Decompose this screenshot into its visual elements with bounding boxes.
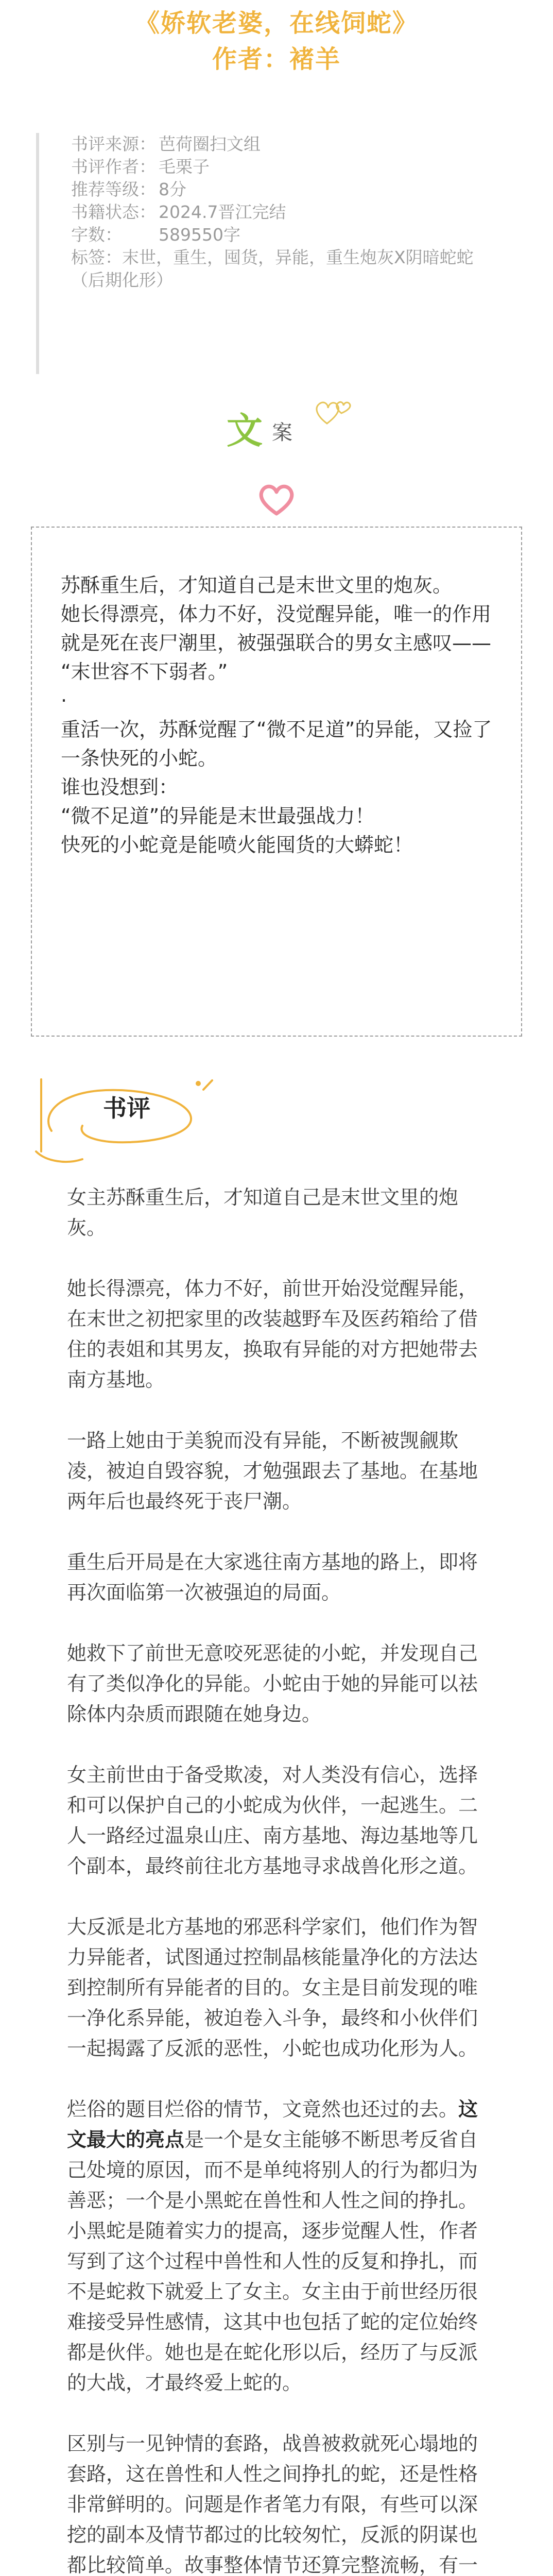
review-paragraph xyxy=(67,2094,486,2398)
synopsis-box xyxy=(31,527,522,1037)
synopsis-line: 重活一次，苏酥觉醒了“微不足道”的异能，又捡了一条快死的小蛇。 xyxy=(61,718,492,770)
synopsis-line: “微不足道”的异能是末世最强战力！ xyxy=(61,805,375,827)
info-label: 标签： xyxy=(71,247,122,267)
review-text: 烂俗的题目烂俗的情节，文竟然也还过的去。 xyxy=(67,2098,459,2121)
review-paragraph: 一路上她由于美貌而没有异能，不断被觊觎欺凌，被迫自毁容貌，才勉强跟去了基地。在基地两年后也最终死于丧尸潮。 xyxy=(67,1429,478,1513)
review-highlight: 这文最大的亮点 xyxy=(67,2098,478,2151)
review-paragraph: 女主苏酥重生后，才知道自己是末世文里的炮灰。 xyxy=(67,1186,459,1239)
synopsis-line: 她长得漂亮，体力不好，没觉醒异能，唯一的作用就是死在丧尸潮里，被强强联合的男女主感叹—— xyxy=(61,603,492,654)
pink-heart-icon xyxy=(256,482,297,518)
info-wordcount xyxy=(71,224,499,246)
info-label: 书评作者： xyxy=(71,157,156,177)
synopsis-line: · xyxy=(61,689,67,712)
info-source xyxy=(71,133,499,156)
info-status xyxy=(71,201,499,224)
info-value: 589550字 xyxy=(159,225,240,245)
synopsis-line: “末世容不下弱者。” xyxy=(61,660,228,683)
info-block xyxy=(36,133,499,374)
info-label: 推荐等级： xyxy=(71,179,156,199)
info-tags xyxy=(71,246,499,292)
review-paragraph: 大反派是北方基地的邪恶科学家们，他们作为智力异能者，试图通过控制晶核能量净化的方法达到控制所有异能者的目的。女主是目前发现的唯一净化系异能，被迫卷入斗争，最终和小伙伴们一起揭露了反派的恶性，小蛇也成功化形为人。 xyxy=(67,1916,478,2060)
review-text: 是一个是女主能够不断思考反省自己处境的原因，而不是单纯将别人的行为都归为善恶；一个是小黑蛇在兽性和人性之间的挣扎。小黑蛇是随着实力的提高，逐步觉醒人性，作者写到了这个过程中兽性和人性的反复和挣扎，而不是蛇救下就爱上了女主。女主由于前世经历很难接受异性感情，这其中也包括了蛇的定位始终都是伙伴。她也是在蛇化形以后，经历了与反派的大战，才最终爱上蛇的。 xyxy=(67,2128,478,2394)
info-value: 2024.7晋江完结 xyxy=(159,202,286,222)
info-value: 8分 xyxy=(159,179,186,199)
review-paragraph: 区别与一见钟情的套路，战兽被救就死心塌地的套路，这在兽性和人性之间挣扎的蛇，还是性格非常鲜明的。问题是作者笔力有限，有些可以深挖的副本及情节都过的比较匆忙，反派的阴谋也都比较简单。故事整体情节还算完整流畅，有一 xyxy=(67,2432,478,2576)
synopsis-line: 谁也没想到： xyxy=(61,776,179,799)
synopsis-line: 苏酥重生后，才知道自己是末世文里的炮灰。 xyxy=(61,574,453,597)
book-title: 《娇软老婆，在线饲蛇》 xyxy=(134,9,418,38)
synopsis-line: 快死的小蛇竟是能喷火能囤货的大蟒蛇！ xyxy=(61,834,413,856)
double-heart-outline-icon xyxy=(312,393,358,434)
info-value: 毛栗子 xyxy=(159,157,210,177)
info-label: 字数： xyxy=(71,225,122,245)
review-paragraph: 她救下了前世无意咬死恶徒的小蛇，并发现自己有了类似净化的异能。小蛇由于她的异能可以祛除体内杂质而跟随在她身边。 xyxy=(67,1642,478,1725)
title-block xyxy=(0,5,553,77)
book-author: 作者：褚羊 xyxy=(212,45,341,74)
review-paragraph: 她长得漂亮，体力不好，前世开始没觉醒异能，在末世之初把家里的改装越野车及医药箱给了借住的表姐和其男友，换取有异能的对方把她带去南方基地。 xyxy=(67,1277,478,1391)
info-label: 书籍状态： xyxy=(71,202,156,222)
review-heading-text: 书评 xyxy=(103,1094,150,1122)
wenan-heading-small: 案 xyxy=(272,421,292,445)
info-value: 芭荷圈扫文组 xyxy=(159,134,261,154)
review-body xyxy=(67,1182,486,2576)
info-value: 末世，重生，囤货，异能，重生炮灰X阴暗蛇蛇（后期化形） xyxy=(71,247,474,290)
wenan-heading-big: 文 xyxy=(227,409,263,452)
review-paragraph: 女主前世由于备受欺凌，对人类没有信心，选择和可以保护自己的小蛇成为伙伴，一起逃生。二人一路经过温泉山庄、南方基地、海边基地等几个副本，最终前往北方基地寻求战兽化形之道。 xyxy=(67,1764,478,1877)
info-reviewer xyxy=(71,156,499,178)
info-rating xyxy=(71,178,499,201)
review-heading xyxy=(21,1059,237,1177)
wenan-heading xyxy=(221,398,355,460)
review-paragraph: 重生后开局是在大家逃往南方基地的路上，即将再次面临第一次被强迫的局面。 xyxy=(67,1551,478,1604)
info-label: 书评来源： xyxy=(71,134,156,154)
